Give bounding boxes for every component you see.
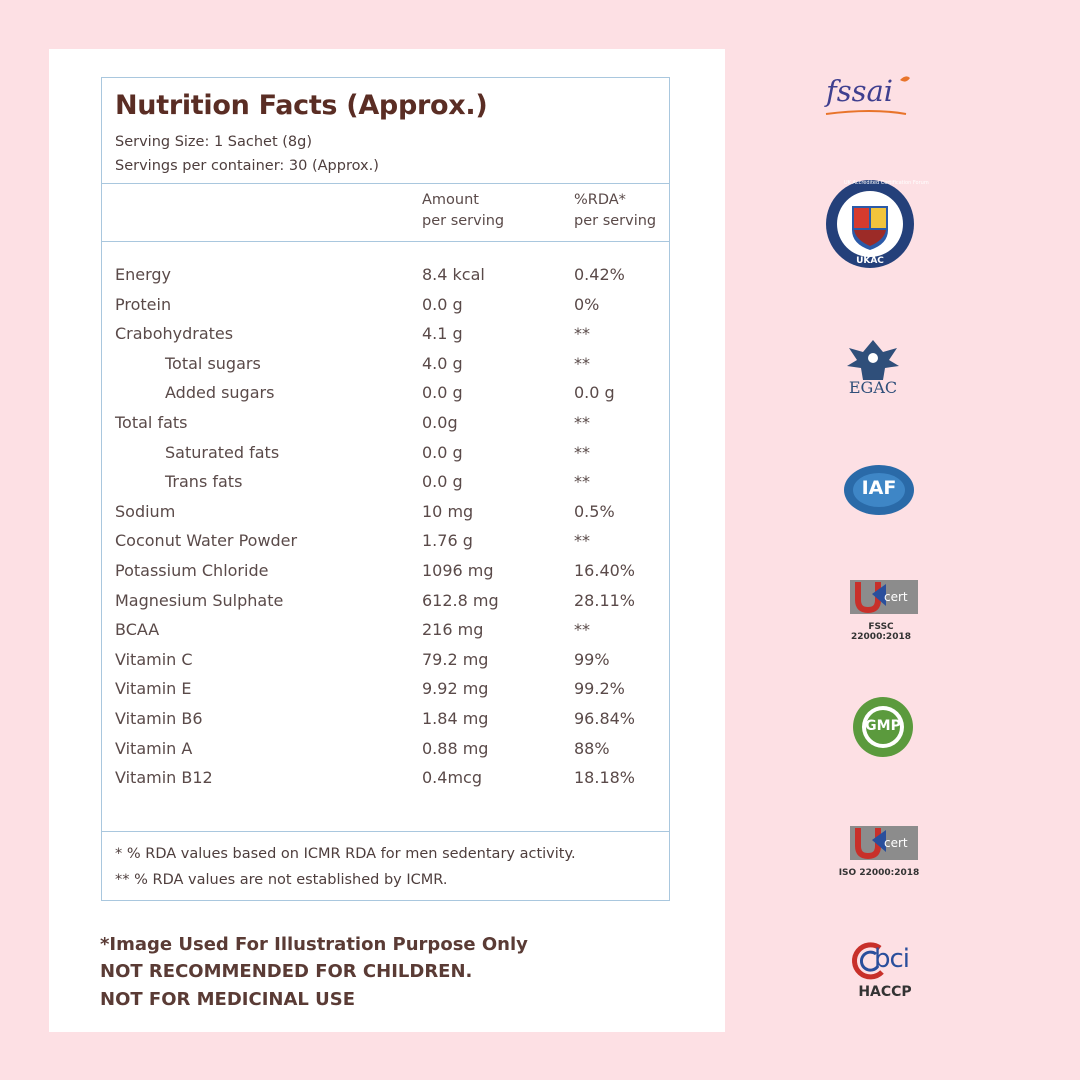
nutrient-name: Total fats bbox=[115, 413, 188, 432]
nutrient-rda: 16.40% bbox=[574, 561, 636, 580]
disclaimer-children: NOT RECOMMENDED FOR CHILDREN. bbox=[100, 961, 473, 982]
nutrient-row bbox=[102, 443, 669, 472]
nutrient-rda: ** bbox=[574, 531, 590, 551]
fssai-logo-text: fssai bbox=[826, 74, 894, 108]
ukcert-fssc-brand: cert bbox=[884, 590, 908, 604]
fssc-label: FSSC 22000:2018 bbox=[851, 622, 911, 642]
gmp-label: GMP bbox=[865, 718, 901, 734]
amount-header-line1: Amount bbox=[422, 192, 479, 208]
nutrition-title: Nutrition Facts (Approx.) bbox=[115, 90, 488, 121]
nutrient-name: Vitamin E bbox=[115, 679, 192, 699]
nutrient-name: Magnesium Sulphate bbox=[115, 590, 284, 610]
nutrient-rda: 99% bbox=[574, 649, 610, 669]
nutrient-amount: 0.0 g bbox=[422, 472, 463, 492]
nutrient-row bbox=[102, 472, 669, 501]
nutrient-row bbox=[102, 413, 669, 442]
nutrient-rda: ** bbox=[574, 620, 590, 640]
nutrient-rda: 88% bbox=[574, 738, 610, 758]
nutrient-name: Energy bbox=[115, 265, 172, 284]
nutrient-amount: 216 mg bbox=[422, 620, 484, 640]
haccp-label: HACCP bbox=[858, 984, 912, 1000]
nutrient-rda: ** bbox=[574, 353, 590, 373]
nutrient-amount: 1.84 mg bbox=[422, 709, 489, 728]
footnote-rda-not-established: ** % RDA values are not established by ICMR. bbox=[115, 872, 448, 888]
rda-header-line1: %RDA* bbox=[574, 192, 626, 208]
nutrient-row bbox=[102, 383, 669, 412]
nutrient-rda: 0.0 g bbox=[574, 383, 615, 403]
footnote-rda-basis: * % RDA values based on ICMR RDA for men sedentary activity. bbox=[115, 846, 576, 862]
rda-column-header bbox=[574, 190, 694, 232]
ukcert-iso-logo bbox=[836, 820, 922, 884]
nutrient-rda: 0% bbox=[574, 294, 600, 314]
nutrient-row bbox=[102, 324, 669, 353]
iaf-label: IAF bbox=[861, 477, 897, 499]
nutrient-amount: 8.4 kcal bbox=[422, 265, 485, 284]
nutrient-name: Total sugars bbox=[165, 353, 261, 373]
nutrient-row bbox=[102, 295, 669, 324]
nutrient-amount: 0.0 g bbox=[422, 294, 463, 314]
nutrient-name: Sodium bbox=[115, 501, 176, 521]
nutrient-row bbox=[102, 531, 669, 560]
bci-label: bci bbox=[874, 944, 910, 974]
nutrient-rda: ** bbox=[574, 442, 590, 462]
nutrient-rda: ** bbox=[574, 324, 590, 344]
nutrient-amount: 10 mg bbox=[422, 501, 474, 521]
nutrient-rda: 96.84% bbox=[574, 709, 636, 728]
nutrient-row bbox=[102, 709, 669, 738]
nutrient-name: Protein bbox=[115, 294, 172, 314]
nutrient-amount: 79.2 mg bbox=[422, 649, 489, 669]
iso-label: ISO 22000:2018 bbox=[838, 868, 920, 878]
ukac-seal bbox=[824, 176, 929, 272]
nutrient-amount: 612.8 mg bbox=[422, 590, 499, 610]
nutrient-amount: 1.76 g bbox=[422, 531, 473, 551]
column-headers bbox=[102, 184, 669, 242]
nutrient-row bbox=[102, 354, 669, 383]
footnotes bbox=[102, 832, 669, 900]
nutrition-facts-table bbox=[101, 77, 670, 901]
nutrient-name: Potassium Chloride bbox=[115, 561, 269, 580]
disclaimer-illustration: *Image Used For Illustration Purpose Only bbox=[100, 934, 528, 955]
nutrient-rda: 0.5% bbox=[574, 501, 615, 521]
nutrition-header bbox=[102, 78, 669, 184]
nutrient-amount: 0.0 g bbox=[422, 442, 463, 462]
gmp-seal bbox=[852, 696, 914, 758]
nutrient-amount: 0.4mcg bbox=[422, 768, 482, 788]
nutrient-amount: 0.0 g bbox=[422, 383, 463, 403]
nutrient-rda: 99.2% bbox=[574, 679, 625, 699]
fssai-leaf-icon bbox=[822, 72, 918, 122]
fssai-logo bbox=[822, 72, 918, 122]
ukac-ring-text: UK Accredited Certification Forum bbox=[844, 180, 929, 186]
rda-header-line2: per serving bbox=[574, 213, 657, 229]
serving-size: Serving Size: 1 Sachet (8g) bbox=[115, 134, 313, 150]
nutrient-row bbox=[102, 591, 669, 620]
nutrient-rda: 18.18% bbox=[574, 768, 636, 788]
egac-eagle-icon bbox=[840, 334, 906, 384]
nutrient-rda: 28.11% bbox=[574, 590, 636, 610]
nutrient-row bbox=[102, 650, 669, 679]
nutrient-name: Trans fats bbox=[165, 472, 243, 492]
nutrient-amount: 0.88 mg bbox=[422, 738, 489, 758]
nutrient-name: Crabohydrates bbox=[115, 324, 234, 344]
iaf-logo bbox=[843, 464, 915, 516]
nutrient-name: Vitamin B12 bbox=[115, 768, 213, 788]
nutrient-row bbox=[102, 561, 669, 590]
bci-haccp-logo bbox=[848, 940, 922, 1004]
nutrient-rows bbox=[102, 242, 669, 832]
nutrient-rda: ** bbox=[574, 413, 590, 432]
nutrient-row bbox=[102, 768, 669, 797]
ukcert-fssc-logo bbox=[840, 574, 922, 642]
nutrient-amount: 4.0 g bbox=[422, 353, 463, 373]
nutrient-amount: 1096 mg bbox=[422, 561, 494, 580]
nutrient-amount: 0.0g bbox=[422, 413, 458, 432]
ukac-label: UKAC bbox=[856, 256, 884, 266]
egac-logo bbox=[840, 334, 906, 404]
nutrient-name: Coconut Water Powder bbox=[115, 531, 298, 551]
nutrient-row bbox=[102, 620, 669, 649]
nutrient-name: Saturated fats bbox=[165, 442, 280, 462]
nutrient-row bbox=[102, 679, 669, 708]
nutrient-name: Vitamin B6 bbox=[115, 709, 203, 728]
nutrient-rda: 0.42% bbox=[574, 265, 625, 284]
nutrient-name: Vitamin C bbox=[115, 649, 193, 669]
servings-per-container: Servings per container: 30 (Approx.) bbox=[115, 158, 379, 174]
nutrient-rda: ** bbox=[574, 472, 590, 492]
egac-label: EGAC bbox=[848, 378, 898, 397]
amount-column-header bbox=[422, 190, 542, 232]
ukcert-iso-brand: cert bbox=[884, 836, 908, 850]
nutrient-row bbox=[102, 739, 669, 768]
nutrient-name: BCAA bbox=[115, 620, 160, 640]
nutrient-name: Vitamin A bbox=[115, 738, 193, 758]
nutrition-card bbox=[49, 49, 725, 1032]
nutrient-amount: 4.1 g bbox=[422, 324, 463, 344]
nutrient-row bbox=[102, 502, 669, 531]
nutrient-name: Added sugars bbox=[165, 383, 275, 403]
nutrient-amount: 9.92 mg bbox=[422, 679, 489, 699]
amount-header-line2: per serving bbox=[422, 213, 505, 229]
disclaimer-medicinal: NOT FOR MEDICINAL USE bbox=[100, 989, 355, 1010]
nutrient-row bbox=[102, 265, 669, 294]
